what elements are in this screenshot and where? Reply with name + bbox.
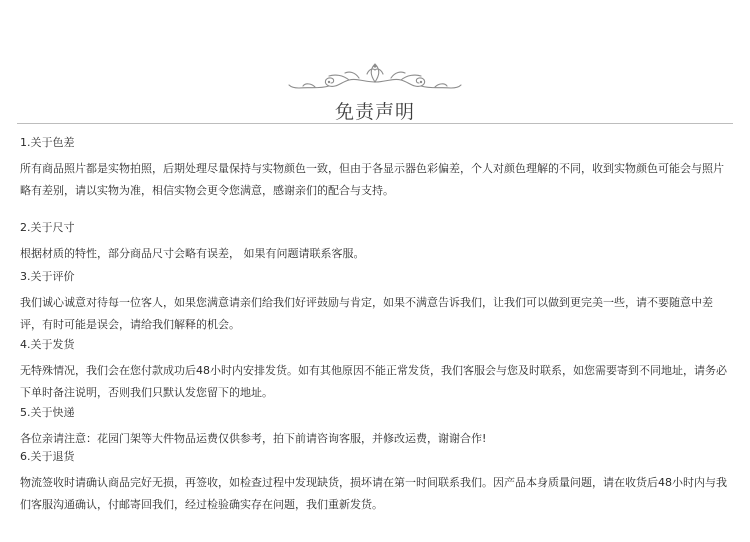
section-title: 1.关于色差 [20,136,75,149]
section-title: 6.关于退货 [20,450,75,463]
section-reviews [20,270,734,336]
section-body: 所有商品照片都是实物拍照，后期处理尽量保持与实物颜色一致，但由于各显示器色彩偏差，个人对颜色理解的不同，收到实物颜色可能会与照片略有差别，请以实物为准，相信实物会更令您满意，感谢亲们的配合与支持。 [20,162,724,197]
section-returns [20,450,734,516]
section-title: 2.关于尺寸 [20,221,75,234]
section-shipping [20,338,734,404]
section-body: 根据材质的特性，部分商品尺寸会略有误差， 如果有问题请联系客服。 [20,247,365,260]
section-title: 5.关于快递 [20,406,75,419]
section-body: 物流签收时请确认商品完好无损，再签收，如检查过程中发现缺货，损坏请在第一时间联系我们。因产品本身质量问题，请在收货后48小时内与我们客服沟通确认，付邮寄回我们，经过检验确实存在问题，我们重新发货。 [20,476,727,511]
section-title: 3.关于评价 [20,270,75,283]
title-divider [17,123,733,124]
section-body: 各位亲请注意：花园门架等大件物品运费仅供参考，拍下前请咨询客服，并修改运费，谢谢合作! [20,432,487,445]
section-body: 我们诚心诚意对待每一位客人，如果您满意请亲们给我们好评鼓励与肯定，如果不满意告诉我们，让我们可以做到更完美一些，请不要随意中差评，有时可能是误会，请给我们解释的机会。 [20,296,713,331]
section-body: 无特殊情况，我们会在您付款成功后48小时内安排发货。如有其他原因不能正常发货，我们客服会与您及时联系，如您需要寄到不同地址，请务必下单时备注说明，否则我们只默认发您留下的地址。 [20,364,727,399]
section-color-difference [20,136,734,202]
page-title: 免责声明 [334,100,415,123]
header [0,0,750,130]
section-size [20,221,734,265]
section-title: 4.关于发货 [20,338,75,351]
title-wrap [0,86,750,137]
section-courier [20,406,734,450]
